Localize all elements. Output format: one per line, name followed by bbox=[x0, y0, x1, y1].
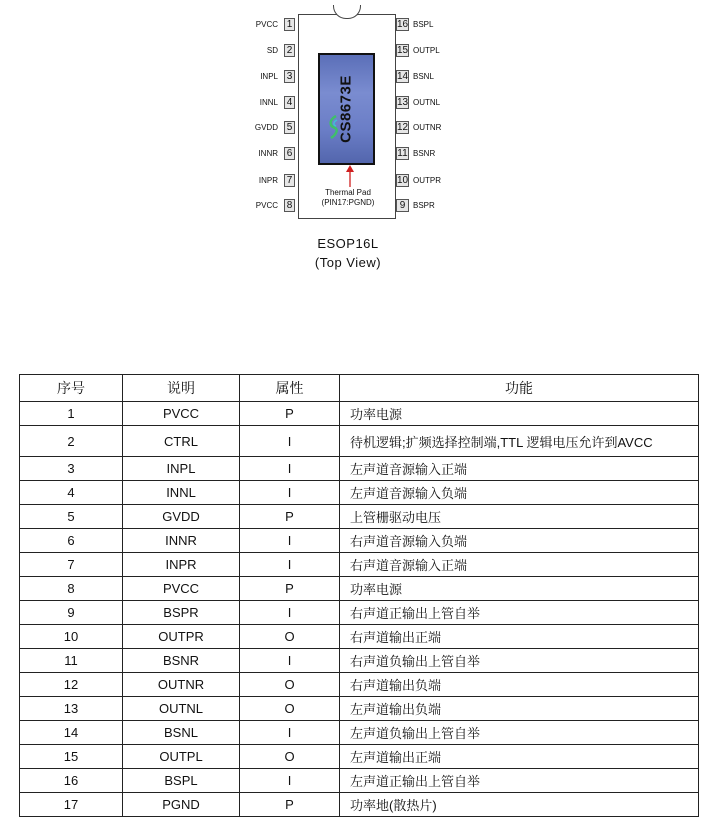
table-row bbox=[20, 649, 699, 673]
pin-type-cell: I bbox=[240, 649, 340, 673]
pin-name-cell: BSNL bbox=[123, 721, 240, 745]
table-row bbox=[20, 745, 699, 769]
pin-name-cell: OUTPL bbox=[123, 745, 240, 769]
pin-number-cell: 8 bbox=[20, 577, 123, 601]
left-pin-name: GVDD bbox=[254, 123, 278, 132]
table-row bbox=[20, 625, 699, 649]
package-name: ESOP16L bbox=[317, 236, 379, 251]
right-pin-number: 12 bbox=[397, 122, 409, 133]
pin-function-cell: 待机逻辑;扩频选择控制端,TTL 逻辑电压允许到AVCC bbox=[340, 426, 699, 457]
pin-type-cell: P bbox=[240, 505, 340, 529]
pin-name-cell: INPR bbox=[123, 553, 240, 577]
table-header-row bbox=[20, 375, 699, 402]
left-pin-name: SD bbox=[266, 46, 278, 55]
table-row bbox=[20, 673, 699, 697]
pin-type-cell: I bbox=[240, 721, 340, 745]
table-row bbox=[20, 553, 699, 577]
pin-name-cell: BSPR bbox=[123, 601, 240, 625]
chip-pinout-diagram bbox=[0, 0, 707, 280]
thermal-pad-pin-note: (PIN17:PGND) bbox=[321, 198, 375, 207]
pin-name-cell: OUTNR bbox=[123, 673, 240, 697]
pin-type-cell: I bbox=[240, 769, 340, 793]
table-row bbox=[20, 529, 699, 553]
pin-type-cell: O bbox=[240, 697, 340, 721]
left-pin-number: 4 bbox=[284, 96, 295, 109]
pin-type-cell: P bbox=[240, 577, 340, 601]
right-pin-name: OUTNL bbox=[413, 98, 441, 107]
pin-number-cell: 16 bbox=[20, 769, 123, 793]
pin-number-cell: 1 bbox=[20, 402, 123, 426]
pin-name-cell: PGND bbox=[123, 793, 240, 817]
header-name: 说明 bbox=[123, 375, 240, 402]
pin-function-cell: 左声道音源输入负端 bbox=[340, 481, 699, 505]
pin-function-cell: 左声道正输出上管自举 bbox=[340, 769, 699, 793]
right-pin-name: BSNL bbox=[413, 72, 434, 81]
right-pin-name: OUTPR bbox=[413, 176, 441, 185]
pin-type-cell: O bbox=[240, 673, 340, 697]
pin-number-cell: 6 bbox=[20, 529, 123, 553]
pin-function-cell: 功率地(散热片) bbox=[340, 793, 699, 817]
header-function: 功能 bbox=[340, 375, 699, 402]
pin-number-cell: 3 bbox=[20, 457, 123, 481]
right-pin-number: 16 bbox=[397, 19, 409, 30]
table-row bbox=[20, 426, 699, 457]
pin-number-cell: 15 bbox=[20, 745, 123, 769]
table-row bbox=[20, 793, 699, 817]
pin-type-cell: I bbox=[240, 457, 340, 481]
pin-number-cell: 2 bbox=[20, 426, 123, 457]
pin-name-cell: OUTNL bbox=[123, 697, 240, 721]
right-pin-name: OUTNR bbox=[413, 123, 442, 132]
pin-name-cell: BSNR bbox=[123, 649, 240, 673]
part-number-text: CS8673E bbox=[337, 75, 355, 143]
table-row bbox=[20, 721, 699, 745]
left-pin-number: 6 bbox=[284, 147, 295, 160]
pin-number-cell: 11 bbox=[20, 649, 123, 673]
pin-name-cell: INNL bbox=[123, 481, 240, 505]
right-pin-number: 14 bbox=[397, 71, 409, 82]
left-pin-number: 7 bbox=[284, 174, 295, 187]
pin-type-cell: P bbox=[240, 402, 340, 426]
pin-type-cell: I bbox=[240, 481, 340, 505]
left-pin-number: 1 bbox=[284, 18, 295, 31]
pin-type-cell: I bbox=[240, 529, 340, 553]
pin-function-cell: 功率电源 bbox=[340, 402, 699, 426]
thermal-pad-label: Thermal Pad bbox=[325, 188, 371, 197]
pin-number-cell: 10 bbox=[20, 625, 123, 649]
pin-function-cell: 右声道负输出上管自举 bbox=[340, 649, 699, 673]
right-pin-number: 9 bbox=[396, 199, 409, 212]
package-view-note: (Top View) bbox=[314, 255, 382, 270]
pin-function-cell: 功率电源 bbox=[340, 577, 699, 601]
table-row bbox=[20, 402, 699, 426]
pin-number-cell: 13 bbox=[20, 697, 123, 721]
right-pin-name: OUTPL bbox=[413, 46, 440, 55]
left-pin-name: INNR bbox=[258, 149, 278, 158]
table-row bbox=[20, 481, 699, 505]
pin-number-cell: 4 bbox=[20, 481, 123, 505]
left-pin-name: INPL bbox=[260, 72, 278, 81]
pin-function-cell: 左声道输出正端 bbox=[340, 745, 699, 769]
right-pin-number: 13 bbox=[397, 97, 409, 108]
right-pin-name: BSPL bbox=[413, 20, 434, 29]
pin-type-cell: P bbox=[240, 793, 340, 817]
table-row bbox=[20, 601, 699, 625]
pin-number-cell: 7 bbox=[20, 553, 123, 577]
table-row bbox=[20, 697, 699, 721]
right-pin-number: 11 bbox=[397, 148, 408, 159]
left-pin-name: PVCC bbox=[255, 201, 278, 210]
table-row bbox=[20, 769, 699, 793]
pin-description-table bbox=[19, 374, 699, 817]
pin-number-cell: 12 bbox=[20, 673, 123, 697]
pin-function-cell: 右声道正输出上管自举 bbox=[340, 601, 699, 625]
right-pin-name: BSNR bbox=[413, 149, 436, 158]
left-pin-name: PVCC bbox=[255, 20, 278, 29]
left-pin-number: 2 bbox=[284, 44, 295, 57]
left-pin-number: 8 bbox=[284, 199, 295, 212]
table-row bbox=[20, 577, 699, 601]
pin-type-cell: I bbox=[240, 426, 340, 457]
right-pin-number: 10 bbox=[397, 175, 409, 186]
right-pin-name: BSPR bbox=[413, 201, 435, 210]
left-pin-number: 3 bbox=[284, 70, 295, 83]
pin-function-cell: 右声道音源输入正端 bbox=[340, 553, 699, 577]
thermal-pad-arrow-icon bbox=[345, 165, 355, 187]
pin-number-cell: 9 bbox=[20, 601, 123, 625]
pin-function-cell: 左声道音源输入正端 bbox=[340, 457, 699, 481]
left-pin-number: 5 bbox=[284, 121, 295, 134]
table-row bbox=[20, 505, 699, 529]
table-row bbox=[20, 457, 699, 481]
right-pin-number: 15 bbox=[397, 45, 409, 56]
pin-name-cell: PVCC bbox=[123, 577, 240, 601]
pin-name-cell: OUTPR bbox=[123, 625, 240, 649]
pin-name-cell: GVDD bbox=[123, 505, 240, 529]
pin-type-cell: I bbox=[240, 601, 340, 625]
header-number: 序号 bbox=[20, 375, 123, 402]
pin-number-cell: 14 bbox=[20, 721, 123, 745]
pin-number-cell: 17 bbox=[20, 793, 123, 817]
pin-function-cell: 右声道输出负端 bbox=[340, 673, 699, 697]
pin-name-cell: INPL bbox=[123, 457, 240, 481]
pin-function-cell: 右声道输出正端 bbox=[340, 625, 699, 649]
table-body bbox=[20, 402, 699, 817]
pin-function-cell: 左声道负输出上管自举 bbox=[340, 721, 699, 745]
left-pin-name: INPR bbox=[258, 176, 278, 185]
pin-name-cell: CTRL bbox=[123, 426, 240, 457]
pin-name-cell: PVCC bbox=[123, 402, 240, 426]
pin-number-cell: 5 bbox=[20, 505, 123, 529]
pin-name-cell: BSPL bbox=[123, 769, 240, 793]
left-pin-name: INNL bbox=[259, 98, 278, 107]
pin-type-cell: I bbox=[240, 553, 340, 577]
header-type: 属性 bbox=[240, 375, 340, 402]
pin-function-cell: 上管栅驱动电压 bbox=[340, 505, 699, 529]
pin-type-cell: O bbox=[240, 625, 340, 649]
pin-function-cell: 右声道音源输入负端 bbox=[340, 529, 699, 553]
pin-name-cell: INNR bbox=[123, 529, 240, 553]
pin-function-cell: 左声道输出负端 bbox=[340, 697, 699, 721]
pin-type-cell: O bbox=[240, 745, 340, 769]
